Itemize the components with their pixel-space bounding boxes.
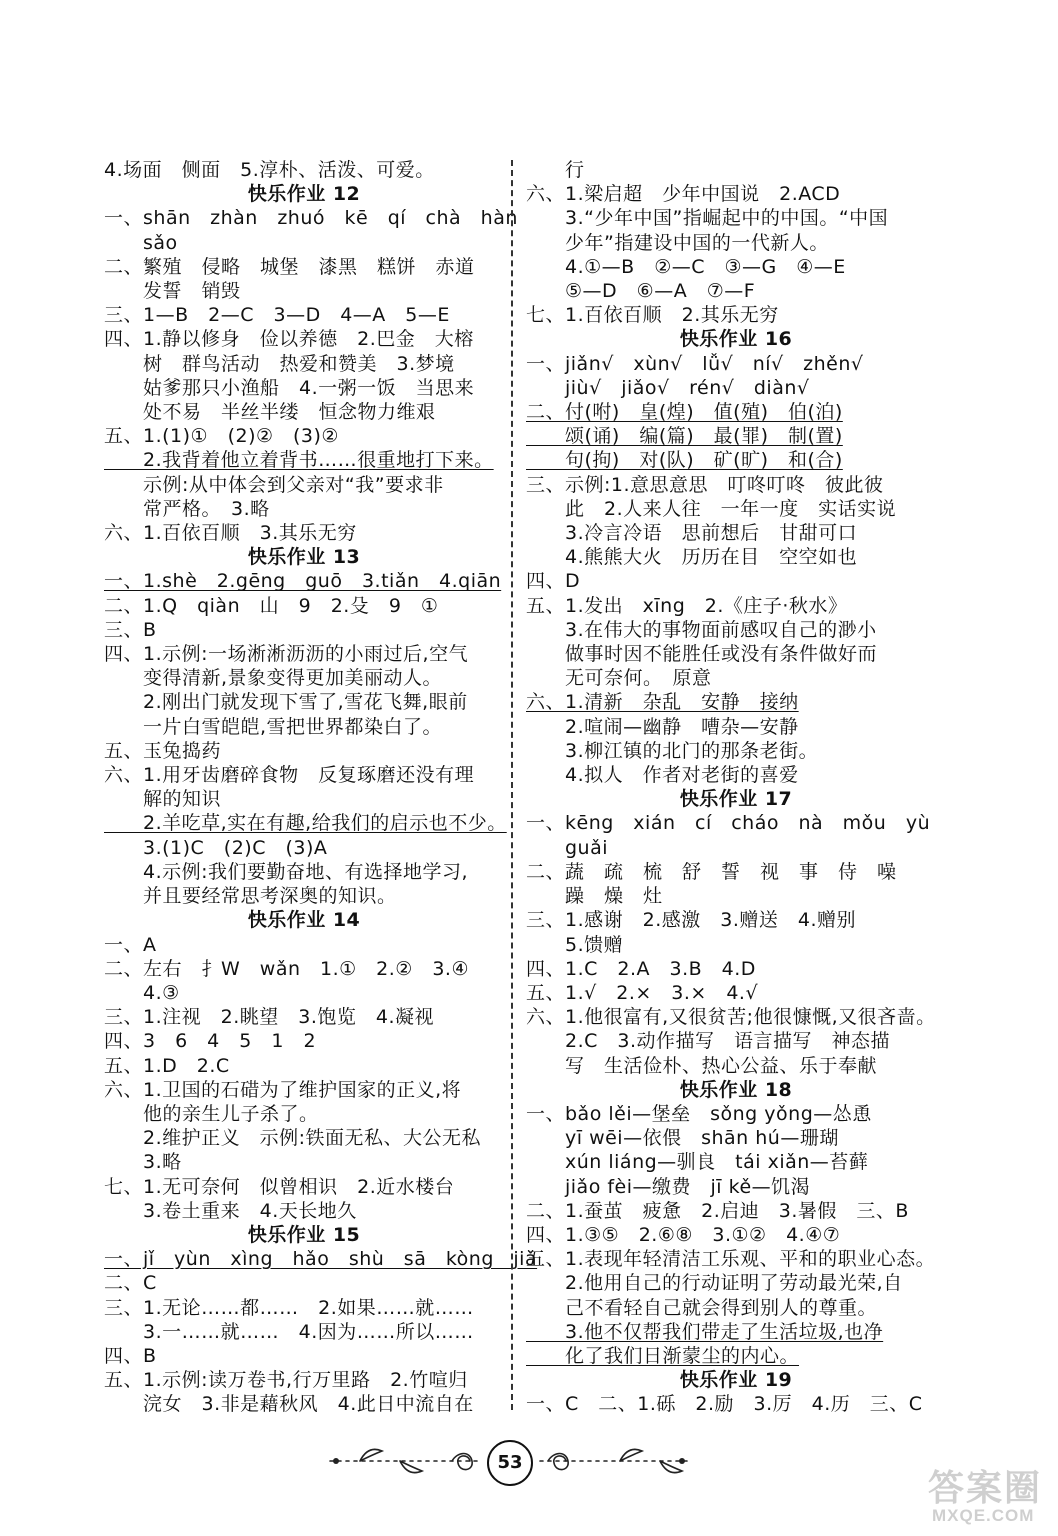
answer-line: 浣女 3.非是藉秋风 4.此日中流自在	[104, 1393, 474, 1416]
answer-line: 七、1.无可奈何 似曾相识 2.近水楼台	[104, 1175, 455, 1198]
section-heading: 快乐作业 17	[679, 788, 793, 811]
answer-line: 四、1.静以修身 俭以养德 2.巴金 大榕	[104, 328, 474, 351]
answer-line: 并且要经常思考深奥的知识。	[104, 885, 397, 908]
answer-line: 3.一……就…… 4.因为……所以……	[104, 1320, 474, 1343]
section-heading: 快乐作业 14	[247, 909, 361, 932]
answer-line: xún liáng—驯良 tái xiǎn—苔藓	[526, 1151, 869, 1174]
answer-line: 五、1.表现年轻清洁工乐观、平和的职业心态。	[526, 1248, 936, 1271]
watermark-logo	[924, 1460, 1044, 1526]
answer-line: 六、1.他很富有,又很贫苦;他很慷慨,又很吝啬。	[526, 1006, 936, 1029]
answer-line: 三、B	[104, 618, 157, 641]
answer-line: 3.柳江镇的北门的那条老街。	[526, 739, 819, 762]
answer-line: 树 群鸟活动 热爱和赞美 3.梦境	[104, 352, 455, 375]
answer-line: 一、bǎo lěi—堡垒 sǒng yǒng—怂恿	[526, 1102, 872, 1125]
answer-line: 3.他不仅帮我们带走了生活垃圾,也净	[526, 1320, 884, 1343]
answer-line: 己不看轻自己就会得到别人的尊重。	[526, 1296, 878, 1319]
page-number: 53	[487, 1440, 533, 1486]
answer-line: 2.他用自己的行动证明了劳动最光荣,自	[526, 1272, 903, 1295]
answer-line: 二、C	[104, 1272, 157, 1295]
answer-line: 四、3 6 4 5 1 2	[104, 1030, 317, 1053]
answer-line: 3.略	[104, 1151, 182, 1174]
answer-line: 3.卷土重来 4.天长地久	[104, 1199, 357, 1222]
answer-line: 七、1.百依百顺 2.其乐无穷	[526, 304, 779, 327]
answer-line: 3.在伟大的事物面前感叹自己的渺小	[526, 618, 877, 641]
answer-line: 六、1.卫国的石碏为了维护国家的正义,将	[104, 1078, 462, 1101]
page-footer	[0, 1437, 1058, 1497]
watermark-url: MXQE.COM	[932, 1506, 1035, 1525]
answer-line: 常严格。 3.略	[104, 497, 270, 520]
answer-line: 一、jǐ yùn xìng hǎo shù sā kòng jiǎ	[104, 1248, 538, 1271]
answer-line: sǎo	[104, 231, 178, 254]
answer-line: 4.示例:我们要勤奋地、有选择地学习,	[104, 860, 469, 883]
answer-line: 一片白雪皑皑,雪把世界都染白了。	[104, 715, 443, 738]
answer-line: 四、B	[104, 1344, 157, 1367]
answer-line: 四、1.③⑤ 2.⑥⑧ 3.①② 4.④⑦	[526, 1223, 841, 1246]
answer-line: 一、C 二、1.砾 2.励 3.厉 4.历 三、C	[526, 1393, 923, 1416]
answer-line: 示例:从中体会到父亲对“我”要求非	[104, 473, 444, 496]
answer-line: ⑤—D ⑥—A ⑦—F	[526, 280, 756, 303]
answer-line: 二、蔬 疏 梳 舒 誓 视 事 侍 噪	[526, 860, 897, 883]
answer-line: 2.刚出门就发现下雪了,雪花飞舞,眼前	[104, 691, 468, 714]
answer-line: 六、1.用牙齿磨碎食物 反复琢磨还没有理	[104, 764, 475, 787]
section-heading: 快乐作业 16	[679, 328, 793, 351]
answer-line: 2.我背着他立着背书……很重地打下来。	[104, 449, 494, 472]
answer-line: 六、1.梁启超 少年中国说 2.ACD	[526, 183, 841, 206]
answer-line: 四、D	[526, 570, 581, 593]
answer-line: 一、jiǎn√ xùn√ lǚ√ ní√ zhěn√	[526, 352, 864, 375]
answer-line: 二、付(咐) 皇(煌) 值(殖) 伯(泊)	[526, 401, 843, 424]
answer-line: guǎi	[526, 836, 609, 859]
answer-line: 句(拘) 对(队) 矿(旷) 和(合)	[526, 449, 843, 472]
answer-line: 五、玉兔捣药	[104, 739, 222, 762]
answer-line: 三、1.无论……都…… 2.如果……就……	[104, 1296, 474, 1319]
answer-line: 五、1.示例:读万卷书,行万里路 2.竹喧归	[104, 1369, 468, 1392]
answer-line: jiù√ jiǎo√ rén√ diàn√	[526, 376, 810, 399]
answer-line: 4.场面 侧面 5.淳朴、活泼、可爱。	[104, 159, 435, 181]
answer-line: 二、1.Q qiàn 山 9 2.殳 9 ①	[104, 594, 439, 617]
section-heading: 快乐作业 18	[679, 1078, 793, 1101]
left-answer-column	[104, 158, 538, 1417]
answer-line: 他的亲生儿子杀了。	[104, 1102, 319, 1125]
watermark-text: 答案圈	[928, 1467, 1043, 1508]
answer-line: 做事时因不能胜任或没有条件做好而	[526, 643, 878, 666]
section-heading: 快乐作业 12	[247, 183, 361, 206]
answer-line: 4.③	[104, 981, 180, 1004]
right-answer-column	[526, 158, 946, 1417]
answer-line: 一、kēng xián cí cháo nà mǒu yù	[526, 812, 931, 835]
answer-line: jiǎo fèi—缴费 jī kě—饥渴	[526, 1175, 811, 1198]
answer-line: 3.(1)C (2)C (3)A	[104, 836, 328, 859]
answer-line: 五、1.D 2.C	[104, 1054, 230, 1077]
answer-line: 一、A	[104, 933, 157, 956]
section-heading: 快乐作业 15	[247, 1223, 361, 1246]
answer-line: 躁 燥 灶	[526, 885, 663, 908]
answer-line: 2.C 3.动作描写 语言描写 神态描	[526, 1030, 891, 1053]
column-divider	[511, 160, 513, 1410]
answer-line: 2.喧闹—幽静 嘈杂—安静	[526, 715, 799, 738]
answer-line: 发誓 销毁	[104, 280, 241, 303]
answer-line: 颂(诵) 编(篇) 最(罪) 制(置)	[526, 425, 843, 448]
section-heading: 快乐作业 19	[679, 1369, 793, 1392]
answer-line: 三、1.注视 2.眺望 3.饱览 4.凝视	[104, 1006, 435, 1029]
answer-line: 3.冷言冷语 思前想后 甘甜可口	[526, 522, 858, 545]
answer-line: 二、繁殖 侵略 城堡 漆黑 糕饼 赤道	[104, 255, 475, 278]
answer-line: 五、1.发出 xīng 2.《庄子·秋水》	[526, 594, 848, 617]
answer-line: 少年”指建设中国的一代新人。	[526, 231, 829, 254]
answer-line: 5.馈赠	[526, 933, 624, 956]
answer-line: 三、1—B 2—C 3—D 4—A 5—E	[104, 304, 450, 327]
answer-line: 写 生活俭朴、热心公益、乐于奉献	[526, 1054, 878, 1077]
answer-line: 行	[526, 159, 585, 181]
answer-line: 4.①—B ②—C ③—G ④—E	[526, 255, 846, 278]
section-heading: 快乐作业 13	[247, 546, 361, 569]
answer-line: 化了我们日渐蒙尘的内心。	[526, 1344, 800, 1367]
answer-line: 2.维护正义 示例:铁面无私、大公无私	[104, 1127, 482, 1150]
answer-line: 四、1.C 2.A 3.B 4.D	[526, 957, 756, 980]
answer-line: 此 2.人来人往 一年一度 实话实说	[526, 497, 897, 520]
answer-line: yī wēi—依偎 shān hú—珊瑚	[526, 1127, 839, 1150]
answer-line: 4.熊熊大火 历历在目 空空如也	[526, 546, 858, 569]
answer-line: 变得清新,景象变得更加美丽动人。	[104, 667, 443, 690]
answer-line: 处不易 半丝半缕 恒念物力维艰	[104, 401, 436, 424]
answer-line: 3.“少年中国”指崛起中的中国。“中国	[526, 207, 889, 230]
answer-line: 解的知识	[104, 788, 222, 811]
answer-line: 五、1.√ 2.× 3.× 4.√	[526, 981, 759, 1004]
answer-line: 4.拟人 作者对老街的喜爱	[526, 764, 799, 787]
answer-line: 一、1.shè 2.gēng guō 3.tiǎn 4.qiān	[104, 570, 502, 593]
answer-line: 三、示例:1.意思意思 叮咚叮咚 彼此彼	[526, 473, 884, 496]
answer-line: 姑爹那只小渔船 4.一粥一饭 当思来	[104, 376, 475, 399]
answer-line: 五、1.(1)① (2)② (3)②	[104, 425, 339, 448]
answer-line: 一、shān zhàn zhuó kē qí chà hàn	[104, 207, 518, 230]
answer-line: 六、1.百依百顺 3.其乐无穷	[104, 522, 357, 545]
answer-line: 六、1.清新 杂乱 安静 接纳	[526, 691, 799, 714]
answer-line: 2.羊吃草,实在有趣,给我们的启示也不少。	[104, 812, 507, 835]
answer-line: 二、1.蚕茧 疲惫 2.启迪 3.暑假 三、B	[526, 1199, 909, 1222]
answer-line: 无可奈何。 原意	[526, 667, 712, 690]
answer-line: 四、1.示例:一场淅淅沥沥的小雨过后,空气	[104, 643, 469, 666]
answer-line: 二、左右 扌W wǎn 1.① 2.② 3.④	[104, 957, 469, 980]
answer-line: 三、1.感谢 2.感激 3.赠送 4.赠别	[526, 909, 857, 932]
